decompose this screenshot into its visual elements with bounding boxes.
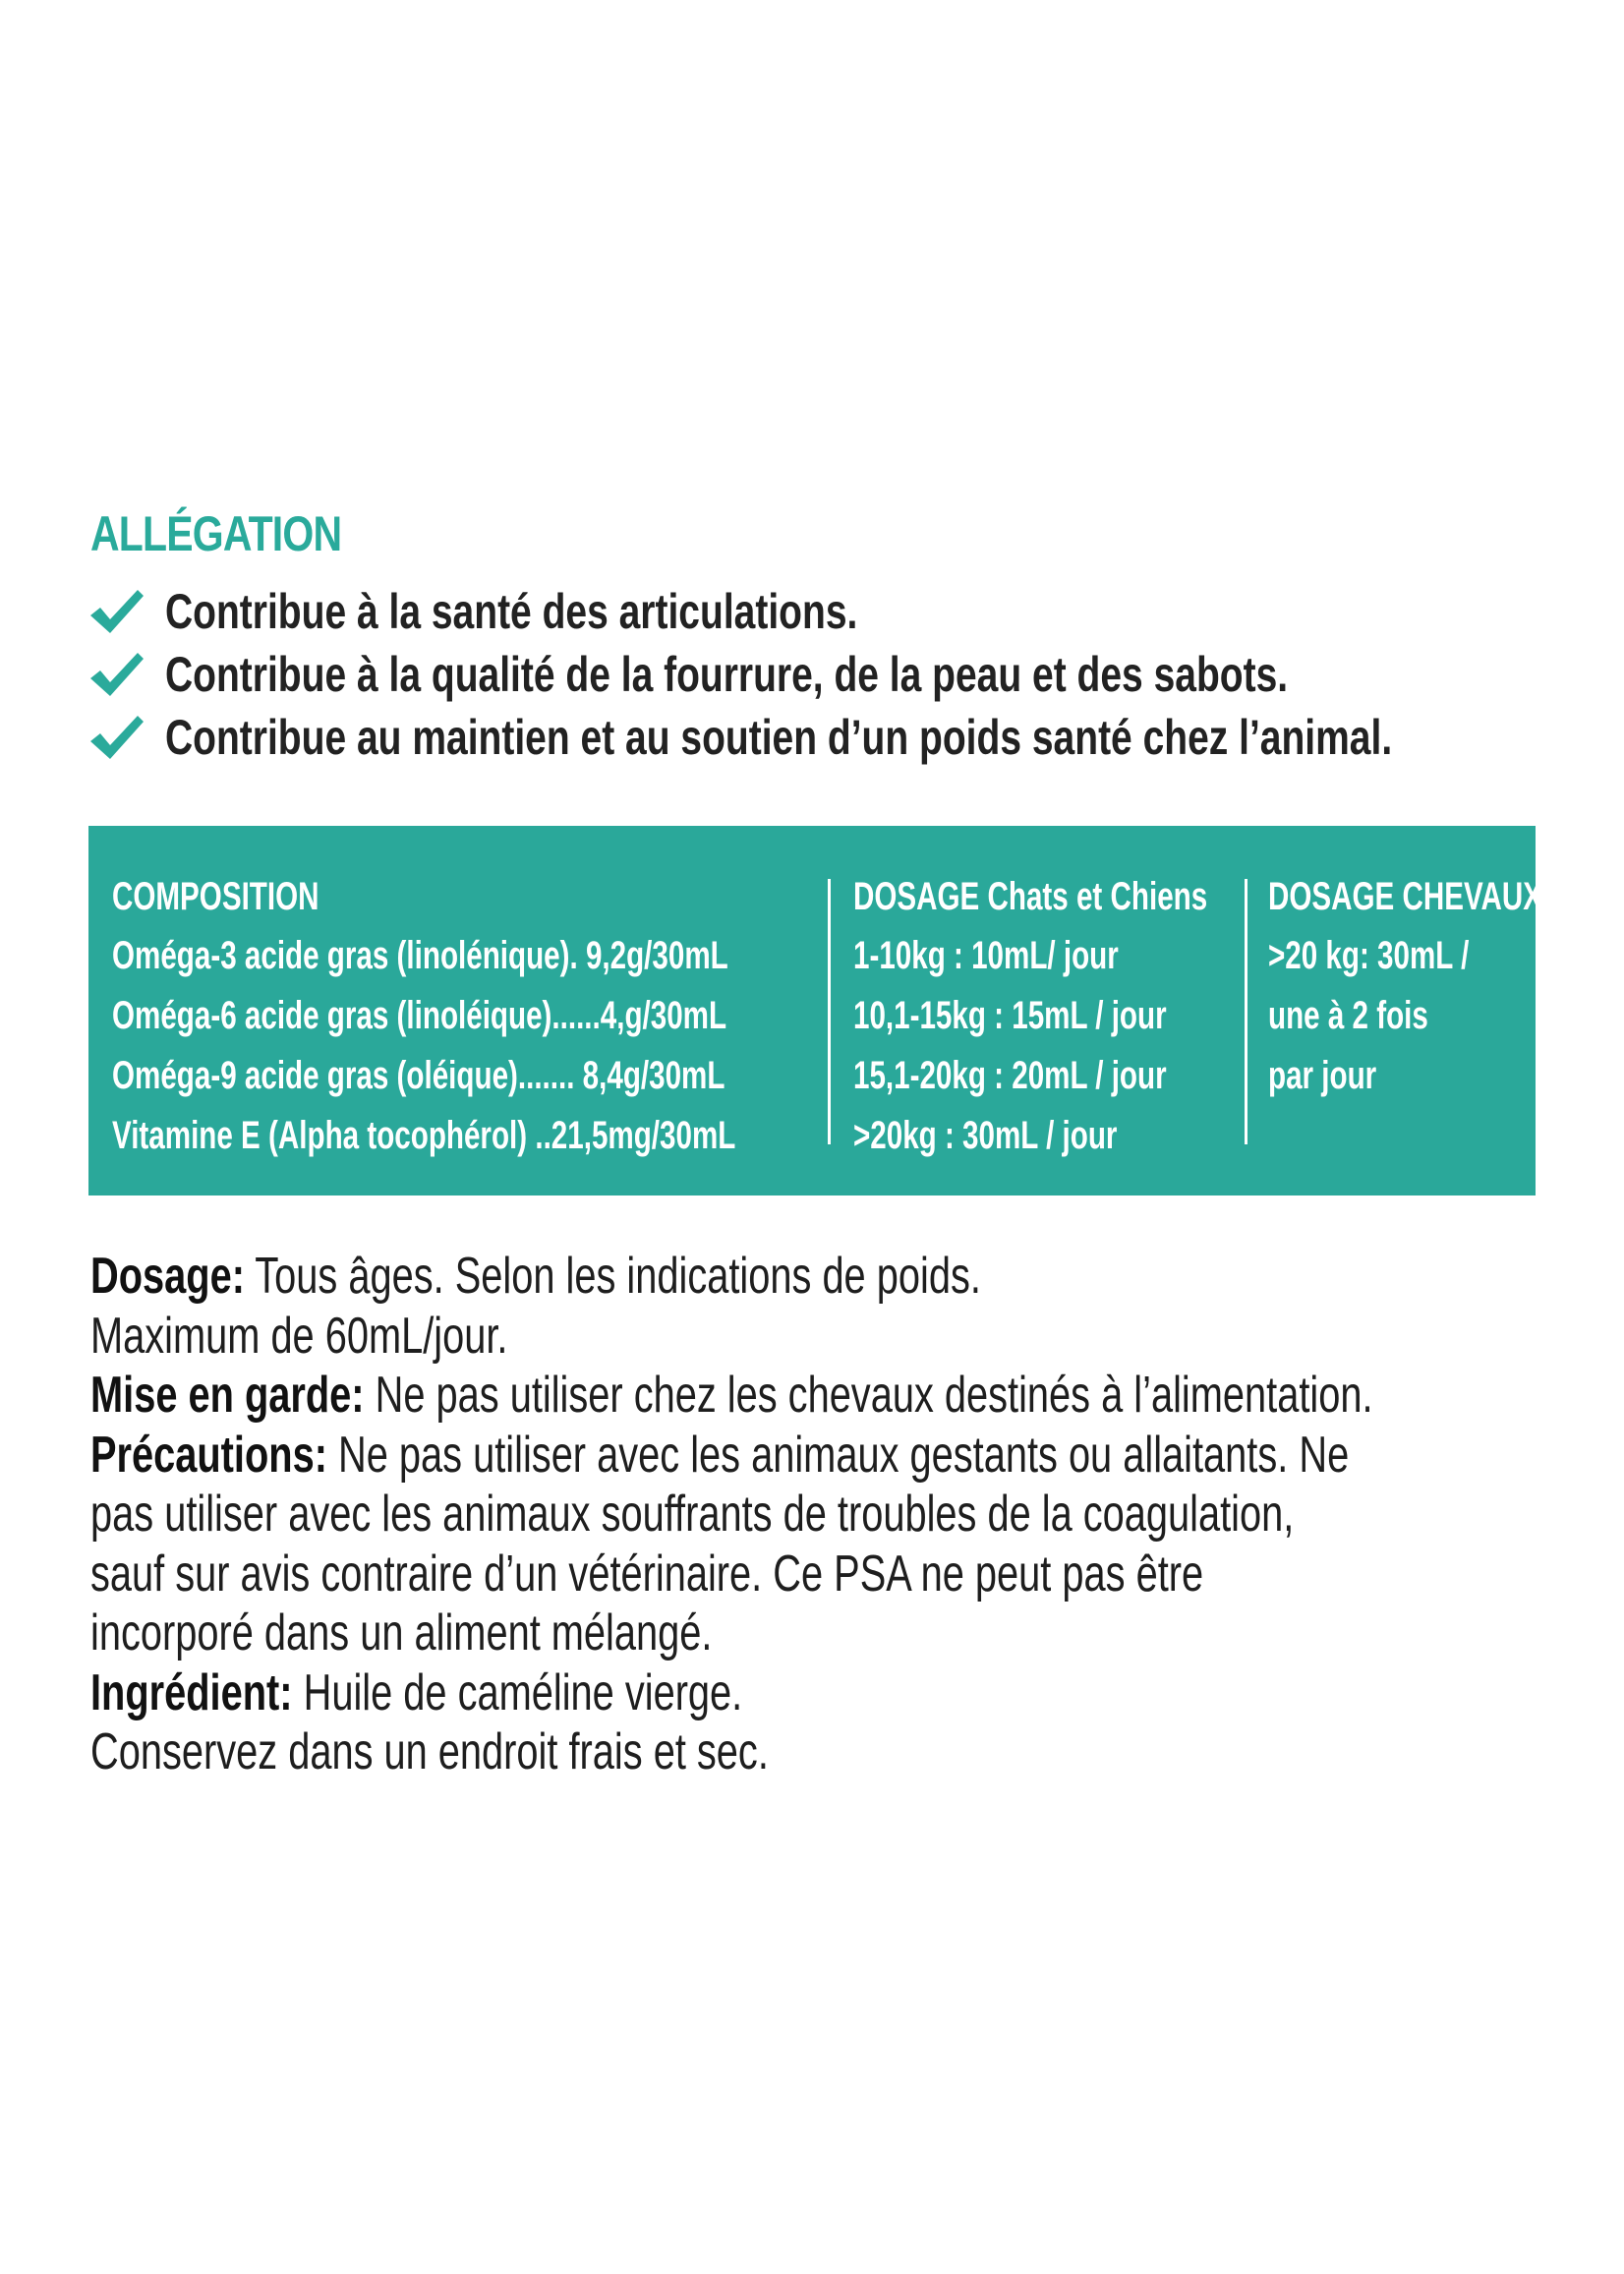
dosage-line bbox=[90, 1247, 1595, 1307]
precautions-line: sauf sur avis contraire d’un vétérinaire. Ce PSA ne peut pas être bbox=[90, 1545, 1204, 1603]
precautions-line: pas utiliser avec les animaux souffrants de troubles de la coagulation, bbox=[90, 1486, 1295, 1543]
dosage-pets-line: >20kg : 30mL / jour bbox=[853, 1114, 1118, 1157]
dosage-pets-line: 1-10kg : 10mL/ jour bbox=[853, 934, 1119, 977]
dosage-horses-column bbox=[1268, 867, 1563, 1106]
warning-text: Ne pas utiliser chez les chevaux destinés à l’alimentation. bbox=[364, 1367, 1373, 1424]
dosage-horses-line: par jour bbox=[1268, 1054, 1377, 1097]
details-section bbox=[90, 1247, 1624, 1782]
composition-line: Oméga-6 acide gras (linoléique)......4,g/30mL bbox=[112, 994, 727, 1037]
check-icon bbox=[87, 712, 145, 763]
composition-line: Oméga-3 acide gras (linolénique). 9,2g/30mL bbox=[112, 934, 728, 977]
claim-text: Contribue au maintien et au soutien d’un poids santé chez l’animal. bbox=[165, 710, 1393, 765]
composition-column bbox=[112, 867, 899, 1166]
precautions-label: Précautions: bbox=[90, 1426, 327, 1484]
claim-item bbox=[87, 706, 1561, 769]
ingredient-label: Ingrédient: bbox=[90, 1663, 293, 1721]
check-icon bbox=[87, 586, 145, 637]
composition-dosage-panel bbox=[88, 826, 1543, 1195]
composition-header: COMPOSITION bbox=[112, 875, 319, 918]
precautions-text: Ne pas utiliser avec les animaux gestants ou allaitants. Ne bbox=[326, 1426, 1350, 1484]
dosage-pets-header: DOSAGE Chats et Chiens bbox=[853, 875, 1208, 918]
warning-line bbox=[90, 1366, 1595, 1426]
precautions-line: incorporé dans un aliment mélangé. bbox=[90, 1604, 713, 1662]
dosage-horses-line: une à 2 fois bbox=[1268, 994, 1428, 1037]
ingredient-line bbox=[90, 1663, 1595, 1723]
claim-item bbox=[87, 580, 1561, 643]
maximum-line: Maximum de 60mL/jour. bbox=[90, 1307, 508, 1365]
dosage-text: Tous âges. Selon les indications de poids. bbox=[244, 1248, 981, 1305]
check-icon bbox=[87, 649, 145, 700]
dosage-pets-line: 10,1-15kg : 15mL / jour bbox=[853, 994, 1167, 1037]
dosage-pets-line: 15,1-20kg : 20mL / jour bbox=[853, 1054, 1167, 1097]
ingredient-text: Huile de caméline vierge. bbox=[292, 1663, 743, 1721]
dosage-label: Dosage: bbox=[90, 1248, 245, 1305]
claim-item bbox=[87, 643, 1561, 706]
composition-line: Oméga-9 acide gras (oléique)....... 8,4g/30mL bbox=[112, 1054, 725, 1097]
storage-line: Conservez dans un endroit frais et sec. bbox=[90, 1723, 769, 1780]
claim-text: Contribue à la qualité de la fourrure, de la peau et des sabots. bbox=[165, 647, 1289, 702]
allegation-title: ALLÉGATION bbox=[90, 506, 342, 561]
composition-line: Vitamine E (Alpha tocophérol) ..21,5mg/30mL bbox=[112, 1114, 736, 1157]
dosage-pets-column bbox=[853, 867, 1315, 1166]
dosage-horses-line: >20 kg: 30mL / bbox=[1268, 934, 1470, 977]
warning-label: Mise en garde: bbox=[90, 1367, 365, 1424]
claims-list bbox=[87, 580, 1561, 769]
precautions-line bbox=[90, 1426, 1595, 1486]
claim-text: Contribue à la santé des articulations. bbox=[165, 584, 858, 639]
dosage-horses-header: DOSAGE CHEVAUX bbox=[1268, 875, 1543, 918]
